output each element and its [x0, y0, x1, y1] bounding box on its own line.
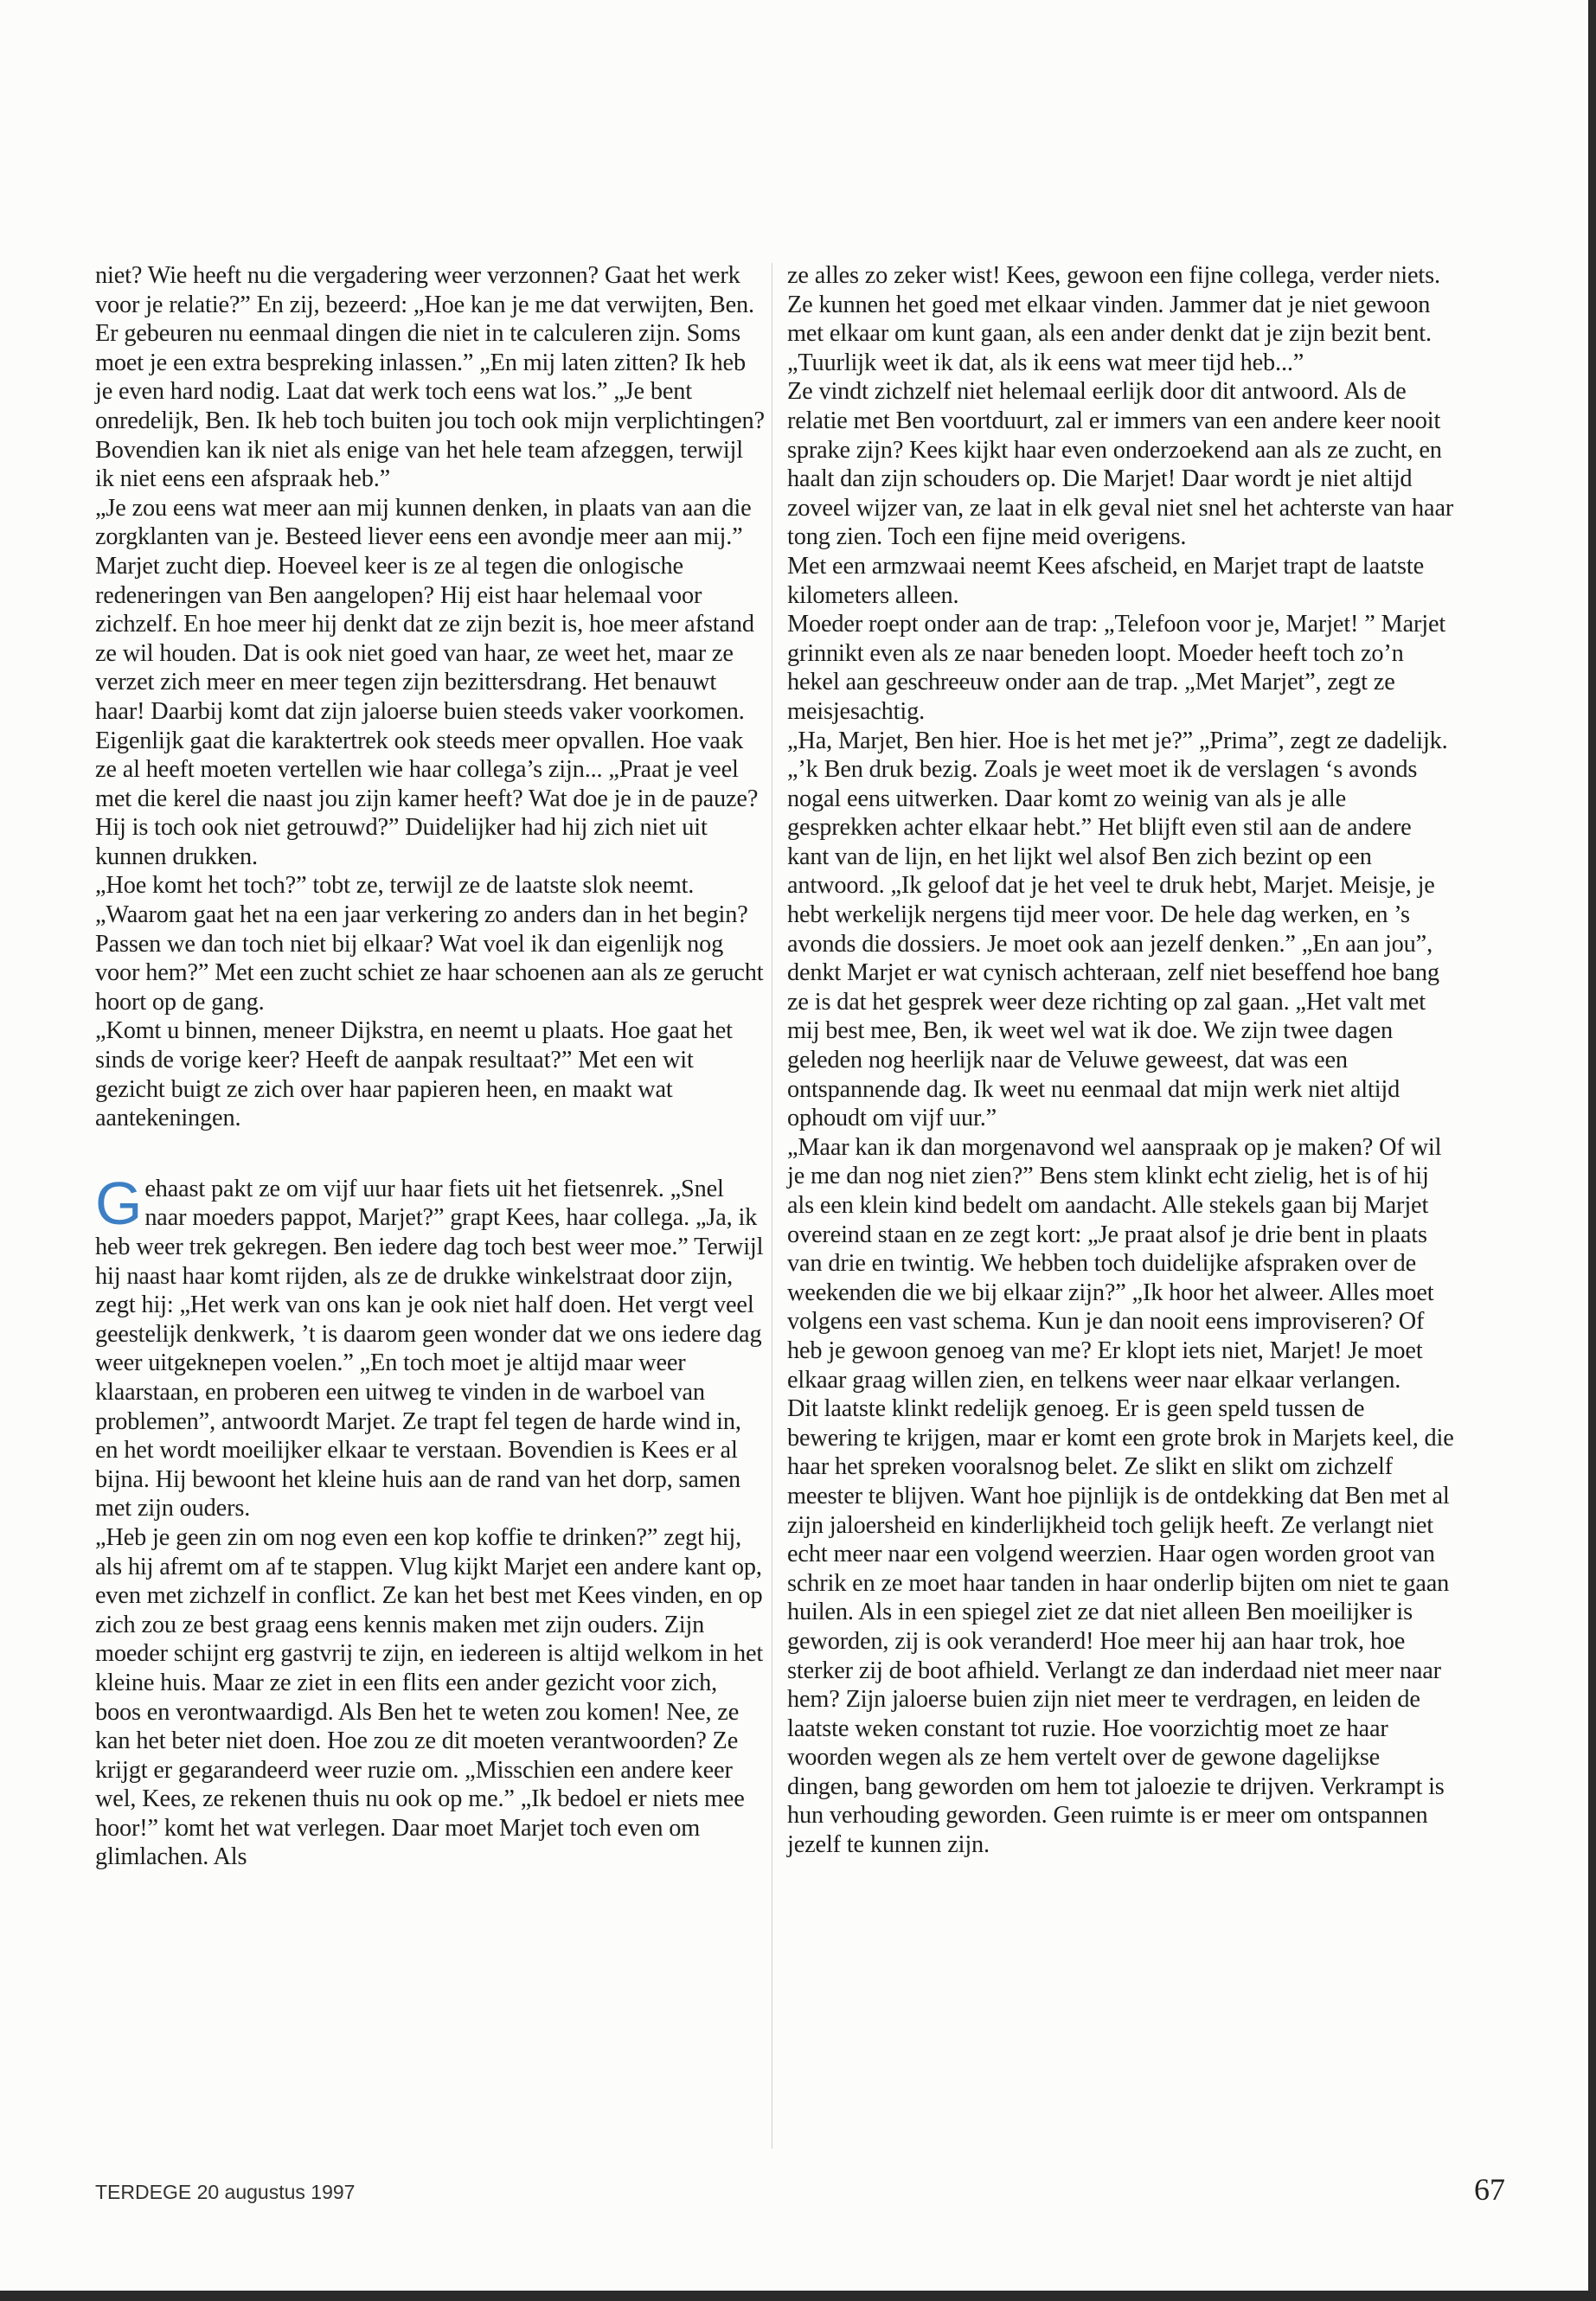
paragraph: Marjet zucht diep. Hoeveel keer is ze al tegen die onlogische redeneringen van Ben aangelopen? Hij eist haar helemaal voor zichzelf. En hoe meer hij denkt dat ze zijn bezit is, hoe meer afstand ze wil houden. Dat is ook niet goed van haar, ze weet het, maar ze verzet zich meer en meer tegen zijn bezittersdrang. Het benauwt haar! Daarbij komt dat zijn jaloerse buien steeds vaker voorkomen. Eigenlijk gaat die karaktertrek ook steeds meer opvallen. Hoe vaak ze al heeft moeten vertellen wie haar collega’s zijn... „Praat je veel met die kerel die naast jou zijn kamer heeft? Wat doe je in de pauze? Hij is toch ook niet getrouwd?” Duidelijker had hij zich niet uit kunnen drukken. — [95, 552, 759, 870]
dropcap-paragraph-text: ehaast pakt ze om vijf uur haar fiets uit het fietsenrek. „Snel naar moeders pappot, Marjet?” grapt Kees, haar collega. „Ja, ik heb weer trek gekregen. Ben iedere dag toch best weer moe.” Terwijl hij naast haar komt rijden, als ze de drukke winkelstraat door zijn, zegt hij: „Het werk van ons kan je ook niet half doen. Het vergt veel geestelijk denkwerk, ’t is daarom geen wonder dat we ons iedere dag weer uitgeknepen voelen.” „En toch moet je altijd maar weer klaarstaan, en proberen een uitweg te vinden in de warboel van problemen”, antwoordt Marjet. Ze trapt fel tegen de harde wind in, en het wordt moeilijker elkaar te verstaan. Bovendien is Kees er al bijna. Hij bewoont het kleine huis aan de rand van het dorp, samen met zijn ouders. — [95, 1175, 764, 1522]
right-column — [787, 261, 1458, 1860]
section-break — [95, 1133, 766, 1175]
paragraph: Moeder roept onder aan de trap: „Telefoon voor je, Marjet! ” Marjet grinnikt even als ze naar beneden loopt. Moeder heeft toch zo’n hekel aan geschreeuw onder aan de trap. „Met Marjet”, zegt ze meisjesachtig. — [787, 611, 1446, 725]
paragraph: Ze vindt zichzelf niet helemaal eerlijk door dit antwoord. Als de relatie met Ben voortduurt, zal er immers van een andere keer nooit sprake zijn? Kees kijkt haar even onderzoekend aan als ze zucht, en haalt dan zijn schouders op. Die Marjet! Daar wordt je niet altijd zoveel wijzer van, ze laat in elk geval niet snel het achterste van haar tong zien. Toch een fijne meid overigens. — [787, 378, 1454, 551]
paragraph: niet? Wie heeft nu die vergadering weer verzonnen? Gaat het werk voor je relatie?” En zij, bezeerd: „Hoe kan je me dat verwijten, Ben. Er gebeuren nu eenmaal dingen die niet in te calculeren zijn. Soms moet je een extra bespreking inlassen.” „En mij laten zitten? Ik heb je even hard nodig. Laat dat werk toch eens wat los.” „Je bent onredelijk, Ben. Ik heb toch buiten jou toch ook mijn verplichtingen? Bovendien kan ik niet als enige van het hele team afzeggen, terwijl ik niet eens een afspraak heb.” — [95, 262, 765, 493]
paragraph: „Hoe komt het toch?” tobt ze, terwijl ze de laatste slok neemt. „Waarom gaat het na een jaar verkering zo anders dan in het begin? Passen we dan toch niet bij elkaar? Wat voel ik dan eigenlijk nog voor hem?” Met een zucht schiet ze haar schoenen aan als ze gerucht hoort op de gang. — [95, 872, 764, 1016]
paragraph: ze alles zo zeker wist! Kees, gewoon een fijne collega, verder niets. Ze kunnen het goed met elkaar vinden. Jammer dat je niet gewoon met elkaar om kunt gaan, als een ander denkt dat je zijn bezit bent. „Tuurlijk weet ik dat, als ik eens wat meer tijd heb...” — [787, 262, 1440, 376]
paragraph: „Maar kan ik dan morgenavond wel aanspraak op je maken? Of wil je me dan nog niet zien?” Bens stem klinkt echt zielig, het is of hij als een klein kind bedelt om aandacht. Alle stekels gaan bij Marjet overeind staan en ze zegt kort: „Je praat alsof je drie bent in plaats van drie en twintig. We hebben toch duidelijke afspraken over de weekenden die we bij elkaar zijn?” „Ik hoor het alweer. Alles moet volgens een vast schema. Kun je dan nooit eens improviseren? Of heb je gewoon genoeg van me? Er klopt iets niet, Marjet! Je moet elkaar graag willen zien, en telkens weer naar elkaar verlangen. — [787, 1133, 1442, 1394]
page-number: 67 — [1474, 2172, 1505, 2207]
dropcap-paragraph — [95, 1169, 766, 1523]
publication-footer: TERDEGE 20 augustus 1997 — [95, 2181, 356, 2203]
paragraph: Met een armzwaai neemt Kees afscheid, en Marjet trapt de laatste kilometers alleen. — [787, 552, 1424, 609]
paragraph: „Ha, Marjet, Ben hier. Hoe is het met je?” „Prima”, zegt ze dadelijk. „’k Ben druk bezig. Zoals je weet moet ik de verslagen ‘s avonds nogal eens uitwerken. Daar komt zo weinig van als je alle gesprekken achter elkaar hebt.” Het blijft even stil aan de andere kant van de lijn, en het lijkt wel alsof Ben zich bezint op een antwoord. „Ik geloof dat je het veel te druk hebt, Marjet. Meisje, je hebt werkelijk nergens tijd meer voor. De hele dag werken, en ’s avonds die dossiers. Je moet ook aan jezelf denken.” „En aan jou”, denkt Marjet er wat cynisch achteraan, zelf niet beseffend hoe bang ze is dat het gesprek weer deze richting op zal gaan. „Het valt met mij best mee, Ben, ik weet wel wat ik doe. We zijn twee dagen geleden nog heerlijk naar de Veluwe geweest, dat was een ontspannende dag. Ik weet nu eenmaal dat mijn werk niet altijd ophoudt om vijf uur.” — [787, 727, 1448, 1132]
paragraph: „Heb je geen zin om nog even een kop koffie te drinken?” zegt hij, als hij afremt om af te stappen. Vlug kijkt Marjet een andere kant op, even met zichzelf in conflict. Ze kan het best met Kees vinden, en op zich zou ze best graag eens kennis maken met zijn ouders. Zijn moeder schijnt erg gastvrij te zijn, en iedereen is altijd welkom in het kleine huis. Maar ze ziet in een flits een ander gezicht voor zich, boos en verontwaardigd. Als Ben het te weten zou komen! Nee, ze kan het beter niet doen. Hoe zou ze dit moeten verantwoorden? Ze krijgt er gegarandeerd weer ruzie om. „Misschien een andere keer wel, Kees, ze rekenen thuis nu ook op me.” „Ik bedoel er niets mee hoor!” komt het wat verlegen. Daar moet Marjet toch even om glimlachen. Als — [95, 1523, 764, 1871]
paragraph: „Je zou eens wat meer aan mij kunnen denken, in plaats van aan die zorgklanten van je. Besteed liever eens een avondje meer aan mij.” — [95, 494, 752, 551]
paragraph: Dit laatste klinkt redelijk genoeg. Er is geen speld tussen de bewering te krijgen, maar er komt een grote brok in Marjets keel, die haar het spreken vooralsnog belet. Ze slikt en slikt om zichzelf meester te blijven. Want hoe pijnlijk is de ontdekking dat Ben met al zijn jaloersheid en kinderlijkheid toch gelijk heeft. Ze verlangt niet echt meer naar een volgend weerzien. Haar ogen worden groot van schrik en ze moet haar tanden in haar onderlip bijten om niet te gaan huilen. Als in een spiegel ziet ze dat niet alleen Ben moeilijker is geworden, zij is ook veranderd! Hoe meer hij aan haar trok, hoe sterker zij de boot afhield. Verlangt ze dan inderdaad niet meer naar hem? Zijn jaloerse buien zijn niet meer te verdragen, en leiden de laatste weken constant tot ruzie. Hoe voorzichtig moet ze haar woorden wegen als ze hem vertelt over de gewone dagelijkse dingen, bang geworden om hem tot jaloezie te drijven. Verkrampt is hun verhouding geworden. Geen ruimte is er meer om ontspannen jezelf te kunnen zijn. — [787, 1395, 1454, 1859]
left-column — [95, 261, 766, 1872]
scan-edge-right — [1588, 0, 1596, 2301]
scan-edge-bottom — [0, 2291, 1596, 2301]
drop-cap: G — [95, 1169, 143, 1237]
paragraph: „Komt u binnen, meneer Dijkstra, en neemt u plaats. Hoe gaat het sinds de vorige keer? Heeft de aanpak resultaat?” Met een wit gezicht buigt ze zich over haar papieren heen, en maakt wat aantekeningen. — [95, 1017, 733, 1132]
